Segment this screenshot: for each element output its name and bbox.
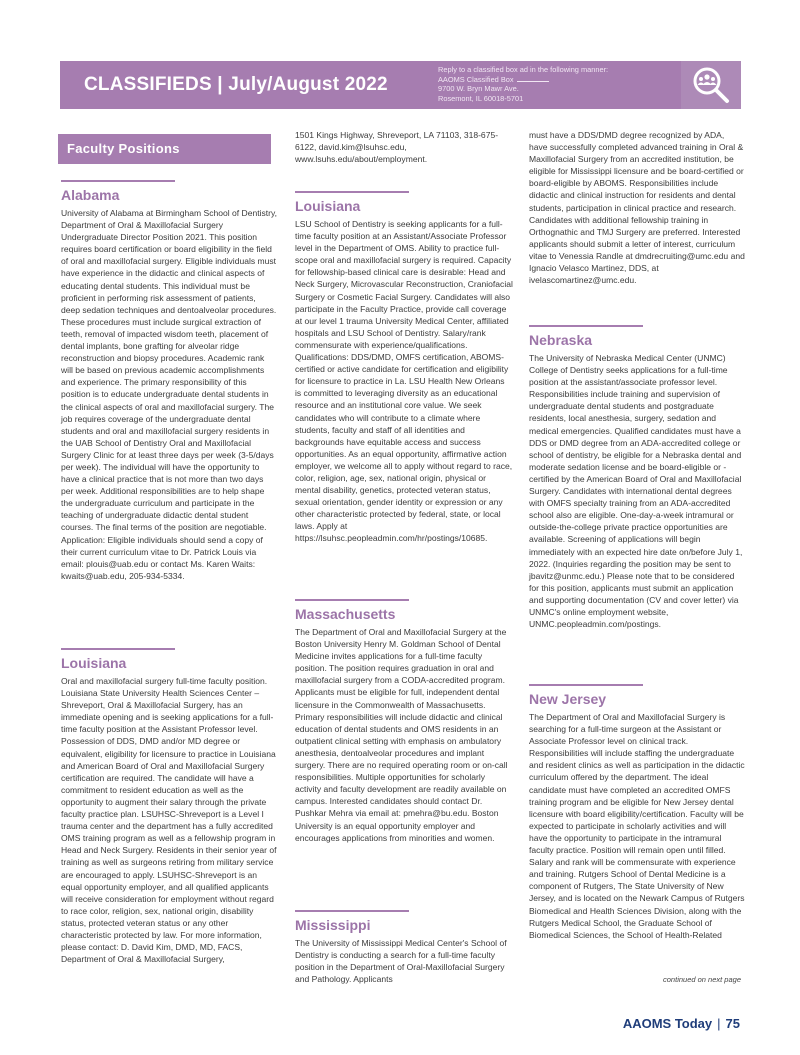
state-heading: Alabama (61, 187, 120, 203)
listing-mississippi (295, 910, 513, 985)
state-heading: Mississippi (295, 917, 371, 933)
magnifier-people-icon (690, 65, 732, 105)
listing-text: Oral and maxillofacial surgery full-time faculty position. Louisiana State University Health Sciences Center – Shreveport, Oral & Maxillofacial Surgery, has an immediate opening and is seeking applications for a full-time faculty position at the Assistant Professor level. Possession of DDS, DMD and/or MD degree or equivalent, eligibility for licensure to practice in Louisiana and American Board of Oral and Maxillofacial Surgery certification are required. The candidate will have a commitment to resident education as well as the opportunity to augment their salary through the private faculty practice plan. LSUHSC-Shreveport is a Level I trauma center and the department has a fully accredited OMS training program as well as a fellowship program in Head and Neck Surgery. Residents in their senior year of training as well as surgeons retiring from military service are encouraged to apply. LSUHSC-Shreveport is an equal opportunity employer, and all qualified applicants will receive consideration for employment without regard to race color, religion, sex, national origin, disability status, protected veteran status or any other characteristic protected by law. For more information, please contact: D. David Kim, DMD, MD, FACS, Department of Oral & Maxillofacial Surgery, (61, 676, 277, 965)
section-divider (295, 910, 409, 912)
listing-mississippi-continued (529, 129, 745, 286)
reply-line: Rosemont, IL 60018-5701 (438, 94, 524, 104)
listing-louisiana-2 (295, 191, 513, 545)
listing-text: The Department of Oral and Maxillofacial Surgery at the Boston University Henry M. Goldman School of Dental Medicine invites applications for a full-time faculty position. The position requires graduation in oral and maxillofacial surgery from a CODA-accredited program. Applicants must be eligible for full, independent dental licensure in the Commonwealth of Massachusetts. Primary responsibilities will include didactic and clinical education of dental students and OMS residents in an outpatient clinical setting with emphasis on ambulatory anesthesia, dentoalveolar procedures and implant surgery. There are no required operating room or on-call responsibilities. Multiple opportunities for scholarly activity and faculty development are readily available on campus. Interested candidates should contact Dr. Pushkar Mehra via email at: pmehra@bu.edu. Boston University is an equal opportunity employer and encourages applications from minorities and women. (295, 627, 508, 843)
listing-alabama (61, 180, 277, 582)
search-people-icon (681, 61, 741, 109)
publication-name: AAOMS Today (622, 1016, 713, 1031)
section-divider (61, 648, 175, 650)
listing-text: The University of Mississippi Medical Center's School of Dentistry is conducting a search for a full-time faculty position in the Department of Oral-Maxillofacial Surgery and Pathology. Applicants (295, 938, 507, 985)
listing-text: LSU School of Dentistry is seeking applicants for a full-time faculty position at an Assistant/Associate Professor level in the Department of OMS. Ability to practice full-scope oral and maxillofacial surgery is required. Capacity for fellowship-based clinical care is desirable: Head and Neck Surgery, Microvascular Reconstruction, Craniofacial Surgery or Cosmetic Facial Surgery. Candidates will also participate in the Faculty Practice, provide call coverage at our level 1 trauma University Medical Center, affiliated hospitals and LSU School of Dentistry. Salary/rank commensurate with experience/qualifications. Qualifications: DDS/DMD, OMFS certification, ABOMS-certified or active candidate for certification and eligibility for licensure to practice in La. LSU Health New Orleans is committed to leveraging diversity as an educational resource and an institutional core value. We seek candidates who will contribute to a climate where students, faculty and staff of all identities and backgrounds have equitable access and success opportunities. As an equal opportunity, affirmative action employer, we welcome all to apply without regard to race, color, religion, age, sex, national origin, physical or mental disability, genetics, protected veteran status, sexual orientation, gender identity or expression or any other characteristic protected by federal, state, or local laws. Apply at https://lsuhsc.peopleadmin.com/hr/postings/10685. (295, 219, 513, 544)
section-faculty-positions: Faculty Positions (58, 134, 271, 164)
classifieds-header (60, 61, 741, 109)
state-heading: Louisiana (61, 655, 127, 671)
reply-instructions (438, 65, 608, 104)
listing-new-jersey (529, 684, 745, 941)
page-footer (600, 1016, 740, 1031)
listing-text: University of Alabama at Birmingham School of Dentistry, Department of Oral & Maxillofacial Surgery Undergraduate Director Position 2021. This position requires board certification or board eligibility in the field of oral and maxillofacial surgery. Eligible individuals must have experience in the didactic and clinical aspects of educating dental students. This individual must be proficient in performing risk assessment of patients, deep sedation techniques and dentoalveolar procedures. These procedures must include surgical extraction of teeth, removal of impacted wisdom teeth, placement of dental implants, bone grafting for alveolar ridge reconstruction and biopsy procedures. Academic rank will be based on previous academic accomplishments and experience. The primary responsibility of this position is to educate undergraduate dental students in the clinical aspects of oral and maxillofacial surgery. The job requires coverage of the undergraduate dental students and oral and maxillofacial surgery residents in the UAB School of Dentistry Oral and Maxillofacial Surgery Clinic for at least three days per week (3-5/days per week). The individual will have the opportunity to have a clinical practice that is not more than two days per week. Additional responsibilities are to help shape the undergraduate curriculum and participate in the teaching of undergraduate didactic dental student courses. The final terms of the position are negotiable. Application: Eligible individuals should send a copy of their current curriculum vitae to Dr. Patrick Louis via email: plouis@uab.edu or contact Ms. Karen Waits: kwaits@uab.edu, 205-934-5334. (61, 208, 277, 581)
section-divider (529, 684, 643, 686)
reply-line: 9700 W. Bryn Mawr Ave. (438, 84, 519, 94)
section-divider (529, 325, 643, 327)
state-heading: Louisiana (295, 198, 361, 214)
listing-louisiana-1-continued (295, 129, 513, 165)
listing-nebraska (529, 325, 745, 630)
section-divider (61, 180, 175, 182)
listing-text-continued: 1501 Kings Highway, Shreveport, LA 71103, 318-675-6122, david.kim@lsuhsc.edu, www.lsuhs.edu/about/employment. (295, 130, 499, 165)
listing-louisiana-1 (61, 648, 277, 965)
section-divider (295, 191, 409, 193)
listing-text: The University of Nebraska Medical Center (UNMC) College of Dentistry seeks applications for a full-time position at the assistant/associate professor level. Responsibilities include training and supervision of undergraduate dental students and postgraduate residents, local anesthesia, surgery, sedation and medical emergencies. Qualified candidates must have a DDS or DMD degree from an ADA-accredited college or school of dentistry, be eligible for a Nebraska dental and moderate sedation license and be board-eligible or -certified by the American Board of Oral and Maxillofacial Surgery. Candidates with international dental degrees with OMFS specialty training from an ADA-accredited school also are eligible. One-day-a-week intramural or outside-the-college private practice opportunities are available. Screening of applications will begin immediately with an expected hire date on/before July 1, 2022. (Inquiries regarding the position may be sent to jbavitz@unmc.edu.) Please note that to be considered for this position, applicants must submit an application and supporting documentation (CV and cover letter) via UNMC's online employment website, UNMC.peopleadmin.com/postings. (529, 353, 743, 630)
footer-separator: | (717, 1016, 721, 1031)
state-heading: Nebraska (529, 332, 593, 348)
state-heading: Massachusetts (295, 606, 396, 622)
box-number-blank (517, 81, 549, 82)
listing-massachusetts (295, 599, 513, 844)
header-title: CLASSIFIEDS | July/August 2022 (84, 74, 388, 95)
reply-line: Reply to a classified box ad in the following manner: (438, 65, 609, 74)
continued-note: continued on next page (663, 975, 741, 984)
state-heading: New Jersey (529, 691, 607, 707)
listing-text-continued: must have a DDS/DMD degree recognized by ADA, have successfully completed advanced training in Oral & Maxillofacial Surgery from an accredited institution, be eligible for Mississippi licensure and be board-certified or board-eligible by ABOMS. Responsibilities include didactic and clinical instruction for residents and dental students, participation in clinical practice and research. Candidates with additional fellowship training in Orthognathic and TMJ Surgery are preferred. Interested applicants should submit a letter of interest, curriculum vitae to Venessia Randle at dmdrecruiting@umc.edu and Ignacio Velasco Martinez, DDS, at ivelascomartinez@umc.edu. (529, 130, 745, 286)
page-number: 75 (725, 1016, 740, 1031)
listing-text: The Department of Oral and Maxillofacial Surgery is searching for a full-time surgeon at the Assistant or Associate Professor level on clinical track. Responsibilities will include staffing the undergraduate and resident clinics as well as participation in the didactic curriculum offered by the department. The ideal candidate must have completed an accredited OMFS training program and be eligible for New Jersey dental licensure with board eligibility/certification. Faculty will be expected to participate in scholarly activities and will have the opportunity to participate in the intramural faculty practice. Position will remain open until filled. Salary and rank will be commensurate with experience and training. Rutgers School of Dental Medicine is a component of Rutgers, The State University of New Jersey, and is located on the Newark Campus of Rutgers Biomedical and Health Sciences Division, along with the Rutgers Medical School, the Graduate School of Biomedical Sciences, the School of Health-Related (529, 712, 745, 940)
section-divider (295, 599, 409, 601)
reply-line-box: AAOMS Classified Box (438, 75, 608, 85)
